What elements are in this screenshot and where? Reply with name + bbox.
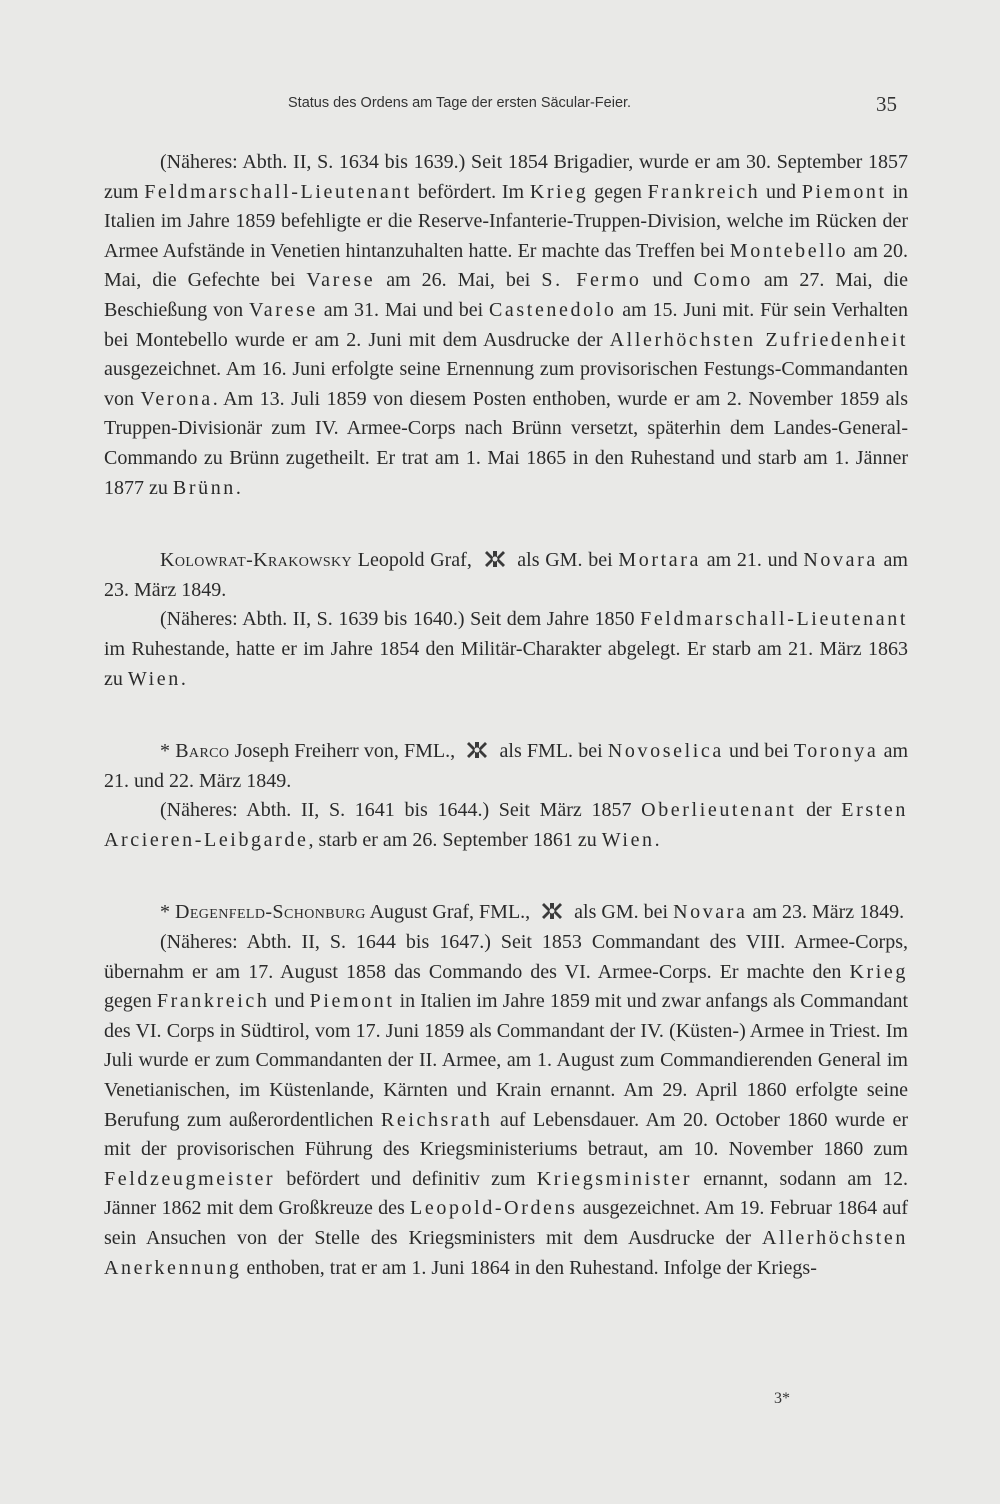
spaced-place: Toronya xyxy=(793,740,879,763)
text-run: am 21. und xyxy=(701,549,804,572)
text-run: am 23. März 1849. xyxy=(747,901,905,924)
running-title: Status des Ordens am Tage der ersten Säcular-Feier. xyxy=(288,95,632,111)
text-run: am 21. und 22. März 1849. xyxy=(104,740,909,792)
spaced-place: Como xyxy=(693,269,753,292)
spaced-term: Frankreich xyxy=(647,180,761,203)
spaced-term: Feldmarschall-Lieutenant xyxy=(144,180,413,203)
text-run: Leopold Graf, xyxy=(352,549,478,572)
text-run: am 20. Mai, die Gefechte bei xyxy=(104,239,909,292)
text-run: in Italien im Jahre 1859 mit und zwar anfangs als Commandant des VI. Corps in Südtirol, vom 17. Juni 1859 als Commandant der IV. (Küsten-) Armee in Triest. Im Juli wurde er zum Commandanten der II. Armee, am 1. August zum Commandierenden General im Venetianischen, im Küstenlande, Kärnten und Krain ernannt. Am 29. April 1860 erfolgte seine Berufung zum außerordentlichen xyxy=(104,990,909,1131)
text-run: Joseph Freiherr von, FML., xyxy=(229,740,461,763)
deceased-star: * xyxy=(160,901,175,924)
spaced-term: Krieg xyxy=(849,960,908,983)
text-run: enthoben, trat er am 1. Juni 1864 in den Ruhestand. Infolge der Kriegs- xyxy=(241,1256,817,1279)
text-run: befördert und definitiv zum xyxy=(275,1167,537,1190)
spaced-term: Piemont xyxy=(801,180,887,203)
spaced-term: Allerhöchsten Zufriedenheit xyxy=(609,328,909,351)
entry-barco-details xyxy=(104,796,908,855)
spaced-term: Kriegsminister xyxy=(536,1167,693,1190)
text-run: als GM. bei xyxy=(511,549,619,572)
spaced-term: Oberlieutenant xyxy=(641,799,797,822)
order-cross-icon xyxy=(466,741,488,759)
text-run: und xyxy=(269,990,310,1013)
page-number: 35 xyxy=(876,92,897,116)
text-run: ernannt, sodann am 12. Jänner 1862 mit dem Großkreuze des xyxy=(104,1167,908,1220)
entry-name: Degenfeld-Schonburg xyxy=(175,901,366,924)
spaced-place: Novoselica xyxy=(607,740,724,763)
text-run: gegen xyxy=(588,180,648,203)
sheet-signature: 3* xyxy=(774,1390,790,1407)
entry-degenfeld-details xyxy=(104,928,908,1283)
spaced-term: Ersten Arcieren-Leibgarde xyxy=(104,799,908,851)
text-run: August Graf, FML., xyxy=(365,901,536,924)
text-run: am 26. Mai, bei xyxy=(375,269,542,292)
spaced-place: Castenedolo xyxy=(488,298,617,321)
entry-name: Barco xyxy=(175,740,230,763)
text-run: als FML. bei xyxy=(494,740,608,763)
text-run: am 31. Mai und bei xyxy=(317,298,489,321)
text-run: . xyxy=(180,667,186,690)
entry-name: Kolowrat-Krakowsky xyxy=(160,549,353,572)
spaced-place: Novara xyxy=(673,901,748,924)
spaced-place: Mortara xyxy=(618,549,701,572)
text-run: . xyxy=(235,476,241,499)
deceased-star: * xyxy=(160,740,176,763)
spaced-place: Novara xyxy=(803,549,878,572)
order-cross-icon xyxy=(541,902,563,920)
spaced-place: Wien xyxy=(601,828,655,851)
text-run: am 27. Mai, die Beschießung von xyxy=(104,269,908,321)
spaced-term: Reichsrath xyxy=(380,1108,493,1131)
text-run: . xyxy=(654,828,660,851)
text-run: im Ruhestande, hatte er im Jahre 1854 den Militär-Charakter abgelegt. Er starb am 21. März 1863 zu xyxy=(104,637,908,690)
spaced-term: Krieg xyxy=(529,180,589,203)
entry-kolowrat xyxy=(104,546,908,605)
text-run: am 15. Juni mit. Für sein Verhalten bei Montebello wurde er am 2. Juni mit dem Ausdrucke der xyxy=(104,298,908,351)
text-run: befördert. Im xyxy=(412,180,530,203)
entry-barco xyxy=(104,737,908,796)
order-cross-icon xyxy=(484,550,506,568)
continuation-paragraph xyxy=(104,148,908,503)
spaced-term: Leopold-Ordens xyxy=(410,1197,578,1220)
spaced-place: Brünn xyxy=(172,476,236,499)
text-run: . Am 13. Juli 1859 von diesem Posten enthoben, wurde er am 2. November 1859 als Truppen-Divisionär zum IV. Armee-Corps nach Brünn versetzt, späterhin dem Landes-General-Commando zu Brünn zugetheilt. Er trat am 1. Mai 1865 in den Ruhestand und starb am 1. Jänner 1877 zu xyxy=(104,387,908,499)
spaced-place: Wien xyxy=(127,667,181,690)
text-run: und xyxy=(760,180,802,203)
text-run: gegen xyxy=(104,990,157,1013)
spaced-term: Frankreich xyxy=(156,990,270,1013)
body-text xyxy=(104,148,908,1283)
text-run: (Näheres: Abth. II, S. 1634 bis 1639.) Seit 1854 Brigadier, wurde er am 30. September 1857 zum xyxy=(104,151,908,203)
text-run: (Näheres: Abth. II, S. 1644 bis 1647.) Seit 1853 Commandant des VIII. Armee-Corps, übernahm er am 17. August 1858 das Commando des VI. Armee-Corps. Er machte den xyxy=(104,931,908,983)
text-run: der xyxy=(796,799,842,822)
spaced-place: Varese xyxy=(306,269,376,292)
spaced-term: Feldzeugmeister xyxy=(104,1167,276,1190)
text-run: (Näheres: Abth. II, S. 1641 bis 1644.) Seit März 1857 xyxy=(160,799,642,822)
text-run: als GM. bei xyxy=(569,901,674,924)
text-run: , starb er am 26. September 1861 zu xyxy=(308,828,602,851)
text-run: und xyxy=(641,269,694,292)
text-run: in Italien im Jahre 1859 befehligte er die Reserve-Infanterie-Truppen-Division, welche im Rücken der Armee Aufstände in Venetien hintanzuhalten hatte. Er machte das Treffen bei xyxy=(104,180,908,262)
spaced-place: Verona xyxy=(140,387,213,410)
entry-kolowrat-details xyxy=(104,605,908,694)
text-run: ausgezeichnet. Am 16. Juni erfolgte seine Ernennung zum provisorischen Festungs-Commandanten von xyxy=(104,358,908,410)
spaced-place: Varese xyxy=(248,298,318,321)
spaced-place: Montebello xyxy=(729,239,849,262)
text-run: und bei xyxy=(723,740,794,763)
text-run: (Näheres: Abth. II, S. 1639 bis 1640.) Seit dem Jahre 1850 xyxy=(160,608,641,631)
spaced-place: S. Fermo xyxy=(541,269,642,292)
spaced-term: Piemont xyxy=(309,990,395,1013)
spaced-term: Feldmarschall-Lieutenant xyxy=(640,608,908,631)
text-run: am 23. März 1849. xyxy=(104,549,908,601)
spaced-term: Allerhöchsten Anerkennung xyxy=(104,1227,908,1279)
entry-degenfeld xyxy=(104,898,908,928)
text-run: auf Lebensdauer. Am 20. October 1860 wurde er mit der provisorischen Führung des Kriegsministeriums betraut, am 10. November 1860 zum xyxy=(104,1108,908,1161)
text-run: ausgezeichnet. Am 19. Februar 1864 auf sein Ansuchen von der Stelle des Kriegsministers mit dem Ausdrucke der xyxy=(104,1197,909,1249)
